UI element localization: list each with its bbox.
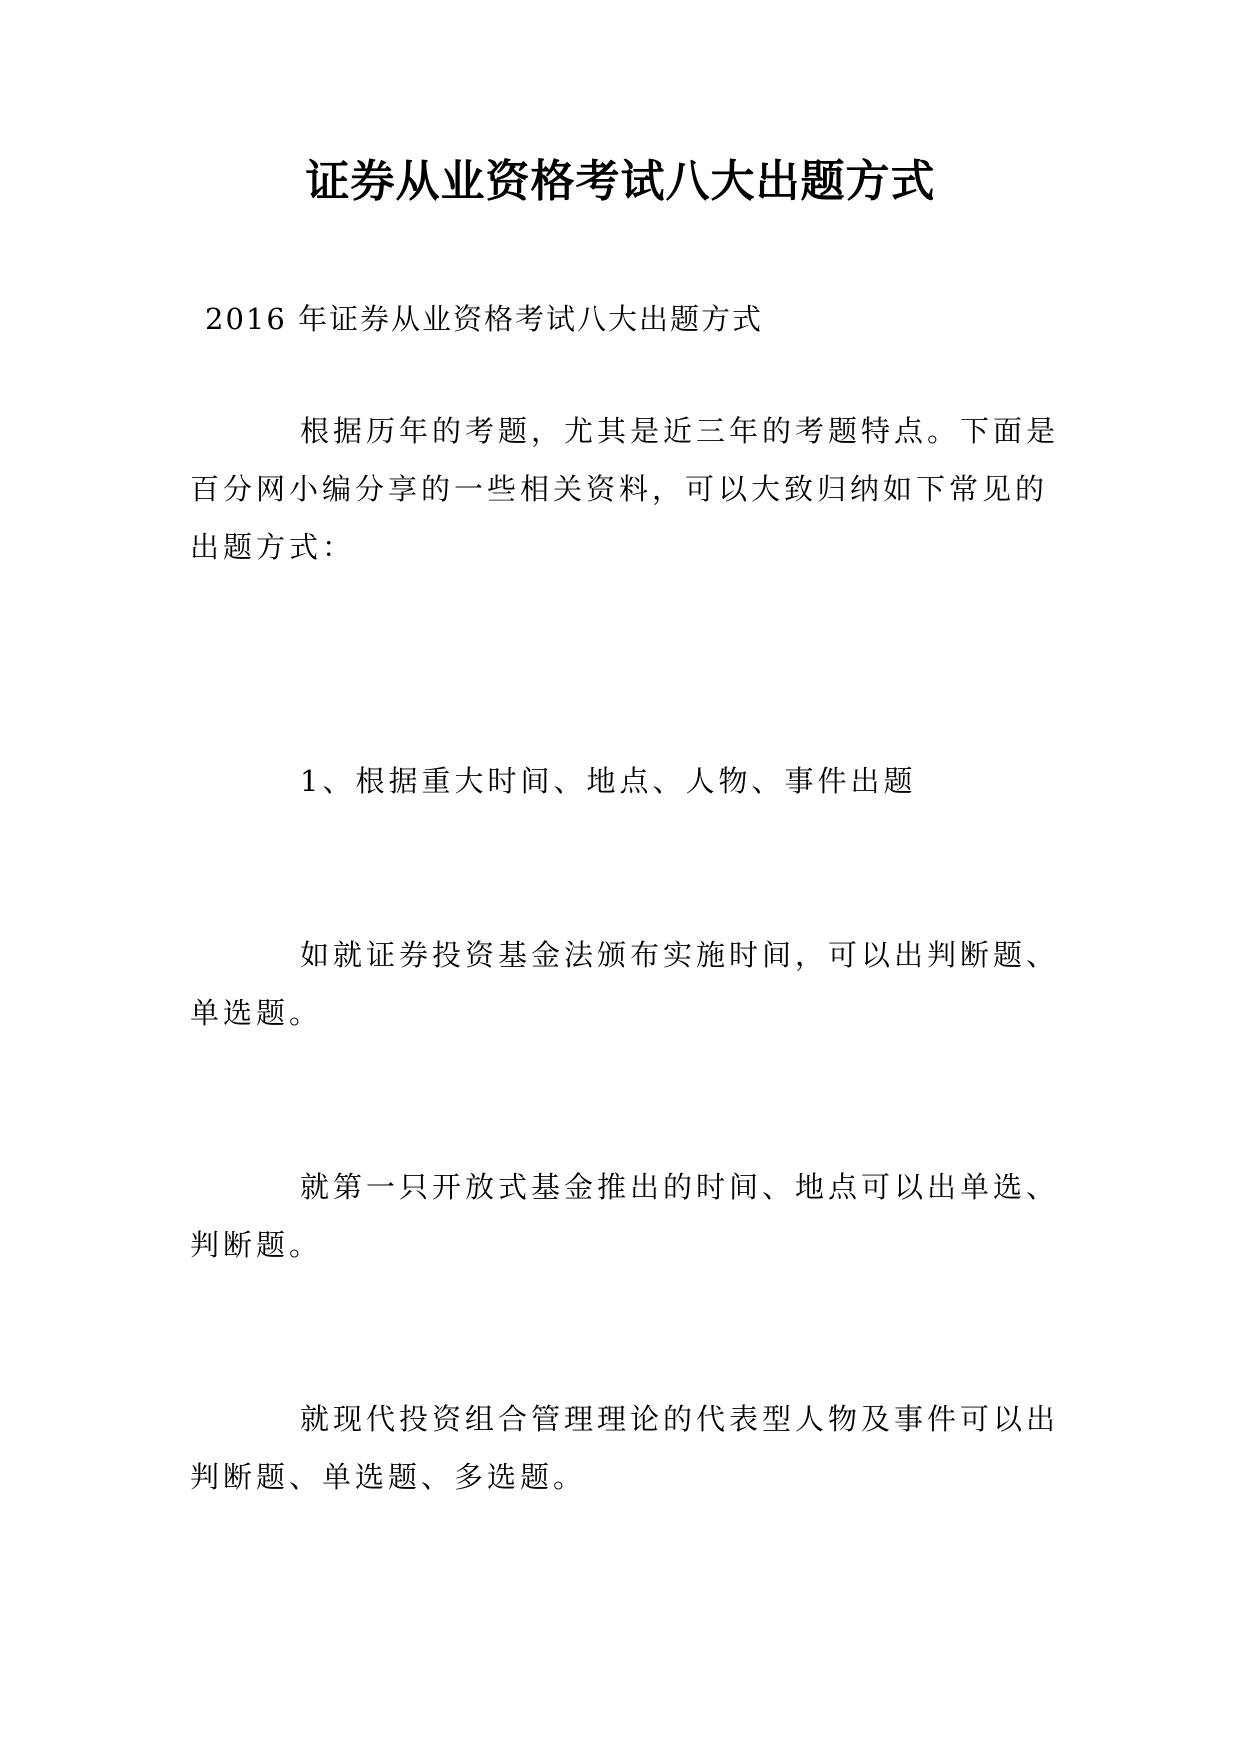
paragraph-item-1-heading: 1、根据重大时间、地点、人物、事件出题: [300, 764, 917, 798]
document-title: 证券从业资格考试八大出题方式: [305, 156, 936, 207]
paragraph-example-3: 就现代投资组合管理理论的代表型人物及事件可以出判断题、单选题、多选题。: [190, 1402, 1060, 1494]
paragraph-example-2: 就第一只开放式基金推出的时间、地点可以出单选、判断题。: [190, 1170, 1060, 1262]
paragraph-intro: 根据历年的考题，尤其是近三年的考题特点。下面是百分网小编分享的一些相关资料，可以大致归纳如下常见的出题方式：: [190, 414, 1060, 564]
paragraph-example-1: 如就证券投资基金法颁布实施时间，可以出判断题、单选题。: [190, 938, 1060, 1030]
document-subtitle: 2016 年证券从业资格考试八大出题方式: [205, 302, 764, 336]
